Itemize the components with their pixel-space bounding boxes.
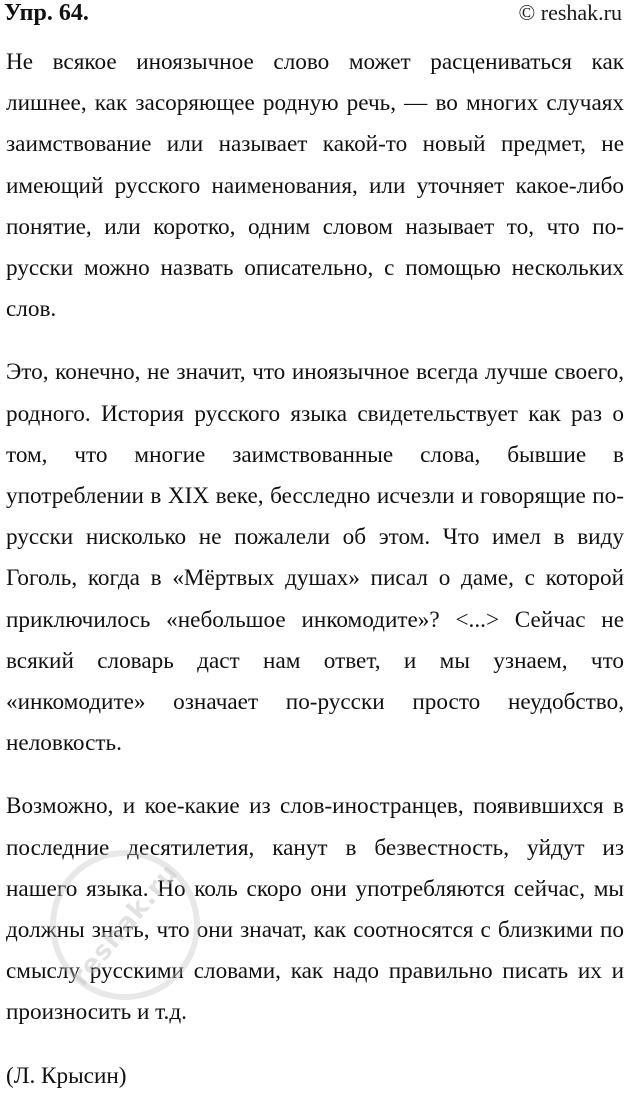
paragraph-2: Это, конечно, не значит, что иноязычное всегда лучше своего, родного. История русского языка свидетельствует как раз о том, что многие заимствованные слова, бывшие в употреблении в XIX веке, бесследно исчезли и говорящие по-русски нисколько не пожалели об этом. Что имел в виду Гоголь, когда в «Мёртвых душах» писал о даме, с которой приключилось «небольшое инкомодите»? <...> Сейчас не всякий словарь даст нам ответ, и мы узнаем, что «инкомодите» означает по-русски просто неудобство, неловкость. (6, 359, 624, 757)
site-credit: © reshak.ru (518, 0, 622, 25)
paragraph-1: Не всякое иноязычное слово может расцениваться как лишнее, как засоряющее родную речь, — во многих случаях заимствование или называет какой-то новый предмет, не имеющий русского наименования, или уточняет какое-либо понятие, или коротко, одним словом называет то, что по-русски можно назвать описательно, с помощью нескольких слов. (6, 49, 624, 323)
exercise-number: Упр. 64. (4, 0, 89, 26)
exercise-text (6, 42, 624, 1097)
author-attribution: (Л. Крысин) (6, 1062, 127, 1089)
page-header (4, 0, 622, 28)
paragraph-3: Возможно, и кое-какие из слов-иностранцев, появившихся в последние десятилетия, канут в безвестность, уйдут из нашего языка. Но коль скоро они употребляются сейчас, мы должны знать, что они значат, как соотносятся с близкими по смыслу русскими словами, как надо правильно писать их и произносить и т.д. (6, 793, 624, 1026)
watermark-text: reshak.ru (65, 858, 185, 992)
